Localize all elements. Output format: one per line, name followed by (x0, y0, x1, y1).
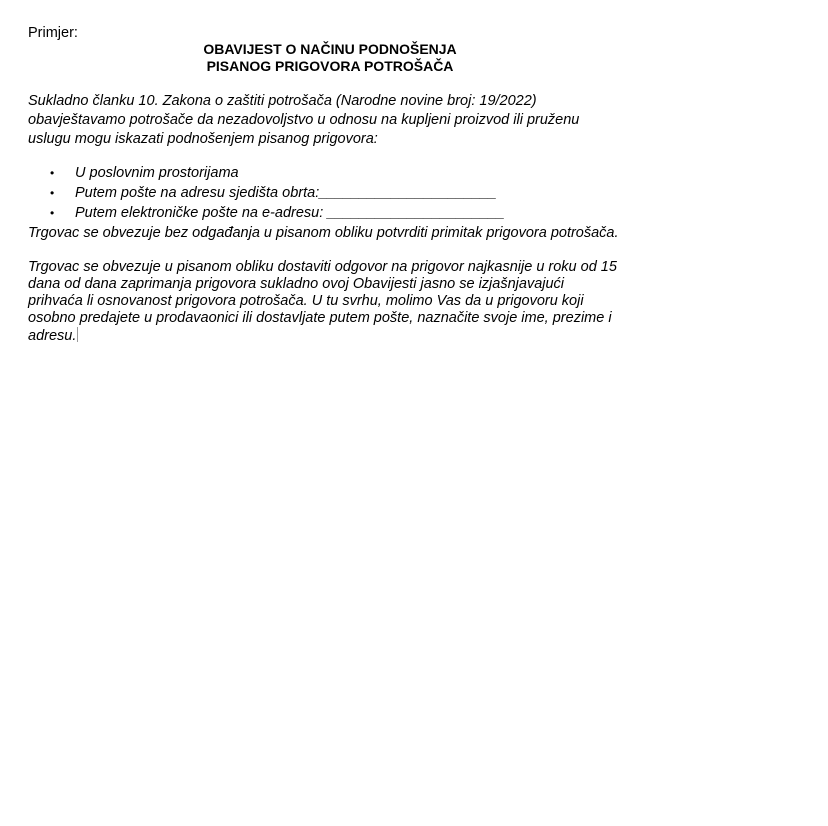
response-line-3: prihvaća li osnovanost prigovora potrošača. U tu svrhu, molimo Vas da u prigovoru koji (28, 293, 584, 309)
response-line-1: Trgovac se obvezuje u pisanom obliku dostaviti odgovor na prigovor najkasnije u roku od 15 (28, 259, 617, 275)
confirmation-paragraph: Trgovac se obvezuje bez odgađanja u pisanom obliku potvrditi primitak prigovora potrošača. (28, 225, 619, 241)
response-line-5-wrap[interactable] (28, 327, 78, 345)
bullet-icon: • (50, 186, 55, 200)
response-line-4: osobno predajete u prodavaonici ili dostavljate putem pošte, naznačite svoje ime, prezime i (28, 310, 612, 326)
title-line-2: PISANOG PRIGOVORA POTROŠAČA (206, 58, 454, 74)
intro-line-1: Sukladno članku 10. Zakona o zaštiti potrošača (Narodne novine broj: 19/2022) (28, 93, 537, 109)
title-line-1: OBAVIJEST O NAČINU PODNOŠENJA (203, 41, 457, 57)
list-item-text: U poslovnim prostorijama (75, 165, 239, 181)
bullet-icon: • (50, 166, 55, 180)
text-cursor (77, 327, 78, 342)
intro-line-2: obavještavamo potrošače da nezadovoljstvo u odnosu na kupljeni proizvod ili pruženu (28, 112, 580, 128)
example-label: Primjer: (28, 25, 78, 41)
bullet-icon: • (50, 206, 55, 220)
list-item-text: Putem elektroničke pošte na e-adresu: ______________________ (75, 205, 505, 221)
response-line-2: dana od dana zaprimanja prigovora sukladno ovoj Obavijesti jasno se izjašnjavajući (28, 276, 565, 292)
intro-line-3: uslugu mogu iskazati podnošenjem pisanog prigovora: (28, 131, 378, 147)
response-line-5: adresu. (28, 328, 77, 344)
list-item-text: Putem pošte na adresu sjedišta obrta:______________________ (75, 185, 497, 201)
